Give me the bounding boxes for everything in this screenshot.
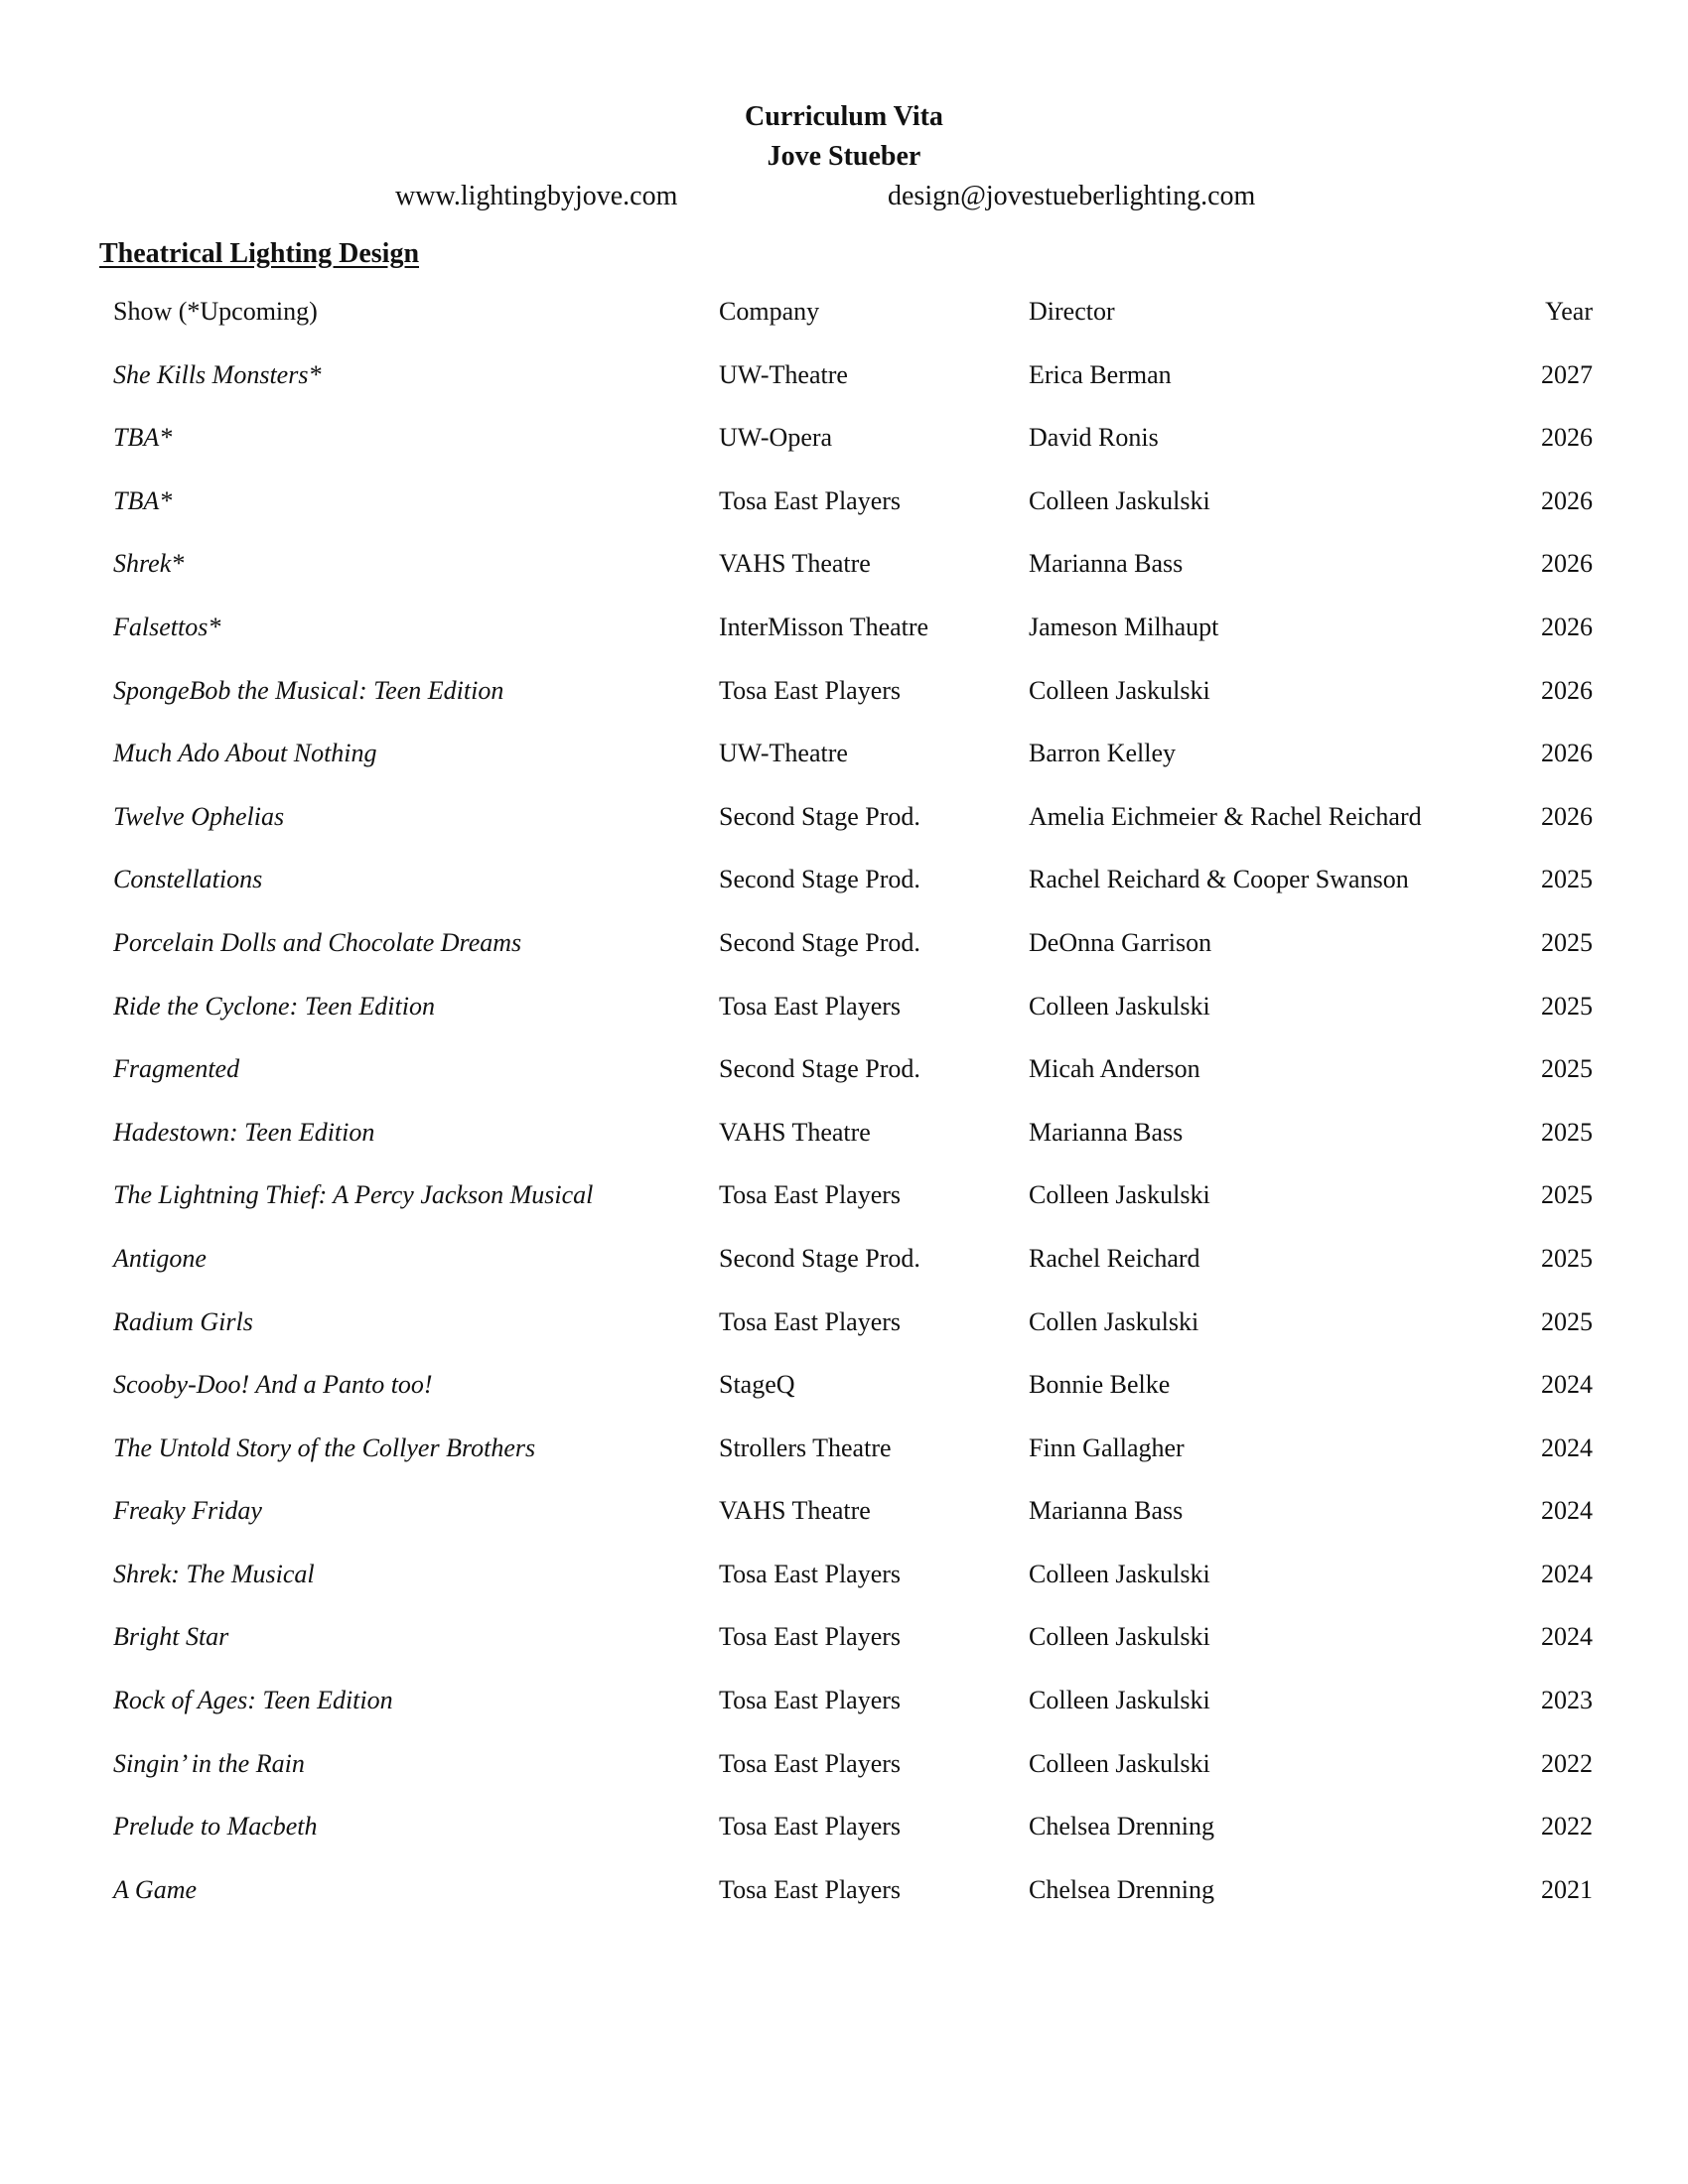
show-cell: Bright Star: [113, 1622, 229, 1652]
year-cell: 2027: [1541, 359, 1593, 389]
year-cell: 2025: [1541, 1117, 1593, 1147]
show-cell: Singin’ in the Rain: [113, 1748, 305, 1778]
company-cell: Tosa East Players: [719, 1622, 902, 1652]
show-cell: Shrek: The Musical: [113, 1559, 315, 1588]
company-cell: Second Stage Prod.: [719, 927, 920, 957]
table-row: [0, 925, 1688, 989]
column-header-director: Director: [1029, 297, 1115, 326]
year-cell: 2022: [1541, 1748, 1593, 1778]
company-cell: Tosa East Players: [719, 485, 902, 515]
director-cell: Barron Kelley: [1029, 739, 1177, 768]
year-cell: 2022: [1541, 1812, 1593, 1842]
document-title: Curriculum Vita: [745, 101, 943, 132]
year-cell: 2026: [1541, 739, 1593, 768]
director-cell: Finn Gallagher: [1029, 1433, 1185, 1462]
table-row: [0, 1746, 1688, 1810]
director-cell: Marianna Bass: [1029, 549, 1184, 579]
table-row: [0, 799, 1688, 863]
company-cell: Strollers Theatre: [719, 1433, 892, 1462]
director-cell: Colleen Jaskulski: [1029, 1622, 1210, 1652]
website-link[interactable]: www.lightingbyjove.com: [395, 181, 678, 211]
credits-table: [0, 294, 1688, 1935]
director-cell: Colleen Jaskulski: [1029, 1686, 1210, 1715]
company-cell: Second Stage Prod.: [719, 1243, 920, 1273]
show-cell: Freaky Friday: [113, 1496, 262, 1526]
director-cell: Erica Berman: [1029, 359, 1172, 389]
year-cell: 2024: [1541, 1433, 1593, 1462]
company-cell: Second Stage Prod.: [719, 865, 920, 894]
table-row: [0, 862, 1688, 925]
year-cell: 2024: [1541, 1496, 1593, 1526]
show-cell: Ride the Cyclone: Teen Edition: [113, 991, 435, 1021]
director-cell: Collen Jaskulski: [1029, 1306, 1199, 1336]
show-cell: Hadestown: Teen Edition: [113, 1117, 375, 1147]
year-cell: 2025: [1541, 927, 1593, 957]
director-cell: Colleen Jaskulski: [1029, 1180, 1210, 1210]
show-cell: Porcelain Dolls and Chocolate Dreams: [113, 927, 522, 957]
year-cell: 2023: [1541, 1686, 1593, 1715]
table-row: [0, 1367, 1688, 1431]
author-name: Jove Stueber: [767, 141, 921, 172]
show-cell: Scooby-Doo! And a Panto too!: [113, 1370, 433, 1400]
year-cell: 2026: [1541, 675, 1593, 705]
table-header-row: [0, 294, 1688, 357]
company-cell: Tosa East Players: [719, 1748, 902, 1778]
company-cell: Tosa East Players: [719, 1812, 902, 1842]
company-cell: Tosa East Players: [719, 1686, 902, 1715]
director-cell: Bonnie Belke: [1029, 1370, 1171, 1400]
show-cell: Falsettos*: [113, 612, 221, 641]
table-row: [0, 1241, 1688, 1304]
year-cell: 2026: [1541, 549, 1593, 579]
show-cell: A Game: [113, 1874, 198, 1904]
table-row: [0, 483, 1688, 547]
table-row: [0, 1557, 1688, 1620]
table-row: [0, 1872, 1688, 1936]
table-row: [0, 1493, 1688, 1557]
email-link[interactable]: design@jovestueberlighting.com: [888, 181, 1256, 211]
table-row: [0, 1051, 1688, 1115]
show-cell: Prelude to Macbeth: [113, 1812, 318, 1842]
table-row: [0, 673, 1688, 737]
director-cell: Rachel Reichard: [1029, 1243, 1200, 1273]
company-cell: VAHS Theatre: [719, 1496, 871, 1526]
year-cell: 2025: [1541, 1180, 1593, 1210]
show-cell: Rock of Ages: Teen Edition: [113, 1686, 393, 1715]
year-cell: 2024: [1541, 1622, 1593, 1652]
director-cell: Colleen Jaskulski: [1029, 675, 1210, 705]
company-cell: Tosa East Players: [719, 991, 902, 1021]
show-cell: Antigone: [113, 1243, 207, 1273]
table-row: [0, 989, 1688, 1052]
year-cell: 2024: [1541, 1559, 1593, 1588]
show-cell: Shrek*: [113, 549, 185, 579]
table-row: [0, 736, 1688, 799]
director-cell: Colleen Jaskulski: [1029, 991, 1210, 1021]
director-cell: DeOnna Garrison: [1029, 927, 1212, 957]
show-cell: She Kills Monsters*: [113, 359, 322, 389]
show-cell: Twelve Ophelias: [113, 801, 285, 831]
year-cell: 2025: [1541, 1243, 1593, 1273]
company-cell: Tosa East Players: [719, 1874, 902, 1904]
year-cell: 2025: [1541, 1054, 1593, 1084]
director-cell: Colleen Jaskulski: [1029, 1559, 1210, 1588]
year-cell: 2021: [1541, 1874, 1593, 1904]
company-cell: Second Stage Prod.: [719, 1054, 920, 1084]
table-row: [0, 420, 1688, 483]
company-cell: VAHS Theatre: [719, 1117, 871, 1147]
year-cell: 2024: [1541, 1370, 1593, 1400]
director-cell: Jameson Milhaupt: [1029, 612, 1219, 641]
table-row: [0, 1115, 1688, 1178]
table-row: [0, 1809, 1688, 1872]
show-cell: The Untold Story of the Collyer Brothers: [113, 1433, 536, 1462]
company-cell: StageQ: [719, 1370, 795, 1400]
section-heading: Theatrical Lighting Design: [99, 238, 420, 269]
director-cell: Marianna Bass: [1029, 1496, 1184, 1526]
director-cell: David Ronis: [1029, 423, 1159, 453]
show-cell: SpongeBob the Musical: Teen Edition: [113, 675, 504, 705]
table-row: [0, 1177, 1688, 1241]
director-cell: Micah Anderson: [1029, 1054, 1200, 1084]
show-cell: Much Ado About Nothing: [113, 739, 377, 768]
director-cell: Marianna Bass: [1029, 1117, 1184, 1147]
column-header-show: Show (*Upcoming): [113, 297, 318, 326]
year-cell: 2026: [1541, 801, 1593, 831]
year-cell: 2026: [1541, 423, 1593, 453]
director-cell: Chelsea Drenning: [1029, 1874, 1215, 1904]
year-cell: 2025: [1541, 991, 1593, 1021]
show-cell: Constellations: [113, 865, 263, 894]
column-header-year: Year: [1545, 297, 1593, 326]
company-cell: Tosa East Players: [719, 1180, 902, 1210]
show-cell: TBA*: [113, 423, 173, 453]
company-cell: UW-Theatre: [719, 739, 848, 768]
table-row: [0, 546, 1688, 610]
table-row: [0, 1431, 1688, 1494]
show-cell: Fragmented: [113, 1054, 240, 1084]
company-cell: Tosa East Players: [719, 1559, 902, 1588]
table-row: [0, 1619, 1688, 1683]
year-cell: 2025: [1541, 1306, 1593, 1336]
show-cell: The Lightning Thief: A Percy Jackson Musical: [113, 1180, 594, 1210]
company-cell: Tosa East Players: [719, 1306, 902, 1336]
director-cell: Colleen Jaskulski: [1029, 1748, 1210, 1778]
company-cell: UW-Theatre: [719, 359, 848, 389]
director-cell: Colleen Jaskulski: [1029, 485, 1210, 515]
company-cell: VAHS Theatre: [719, 549, 871, 579]
column-header-company: Company: [719, 297, 820, 326]
table-row: [0, 1304, 1688, 1368]
year-cell: 2026: [1541, 612, 1593, 641]
company-cell: UW-Opera: [719, 423, 833, 453]
show-cell: TBA*: [113, 485, 173, 515]
director-cell: Rachel Reichard & Cooper Swanson: [1029, 865, 1409, 894]
company-cell: Tosa East Players: [719, 675, 902, 705]
director-cell: Amelia Eichmeier & Rachel Reichard: [1029, 801, 1422, 831]
year-cell: 2026: [1541, 485, 1593, 515]
year-cell: 2025: [1541, 865, 1593, 894]
table-row: [0, 610, 1688, 673]
table-row: [0, 1683, 1688, 1746]
show-cell: Radium Girls: [113, 1306, 253, 1336]
document-header: [0, 97, 1688, 177]
table-row: [0, 357, 1688, 421]
director-cell: Chelsea Drenning: [1029, 1812, 1215, 1842]
company-cell: Second Stage Prod.: [719, 801, 920, 831]
table-body: [0, 357, 1688, 1936]
company-cell: InterMisson Theatre: [719, 612, 929, 641]
